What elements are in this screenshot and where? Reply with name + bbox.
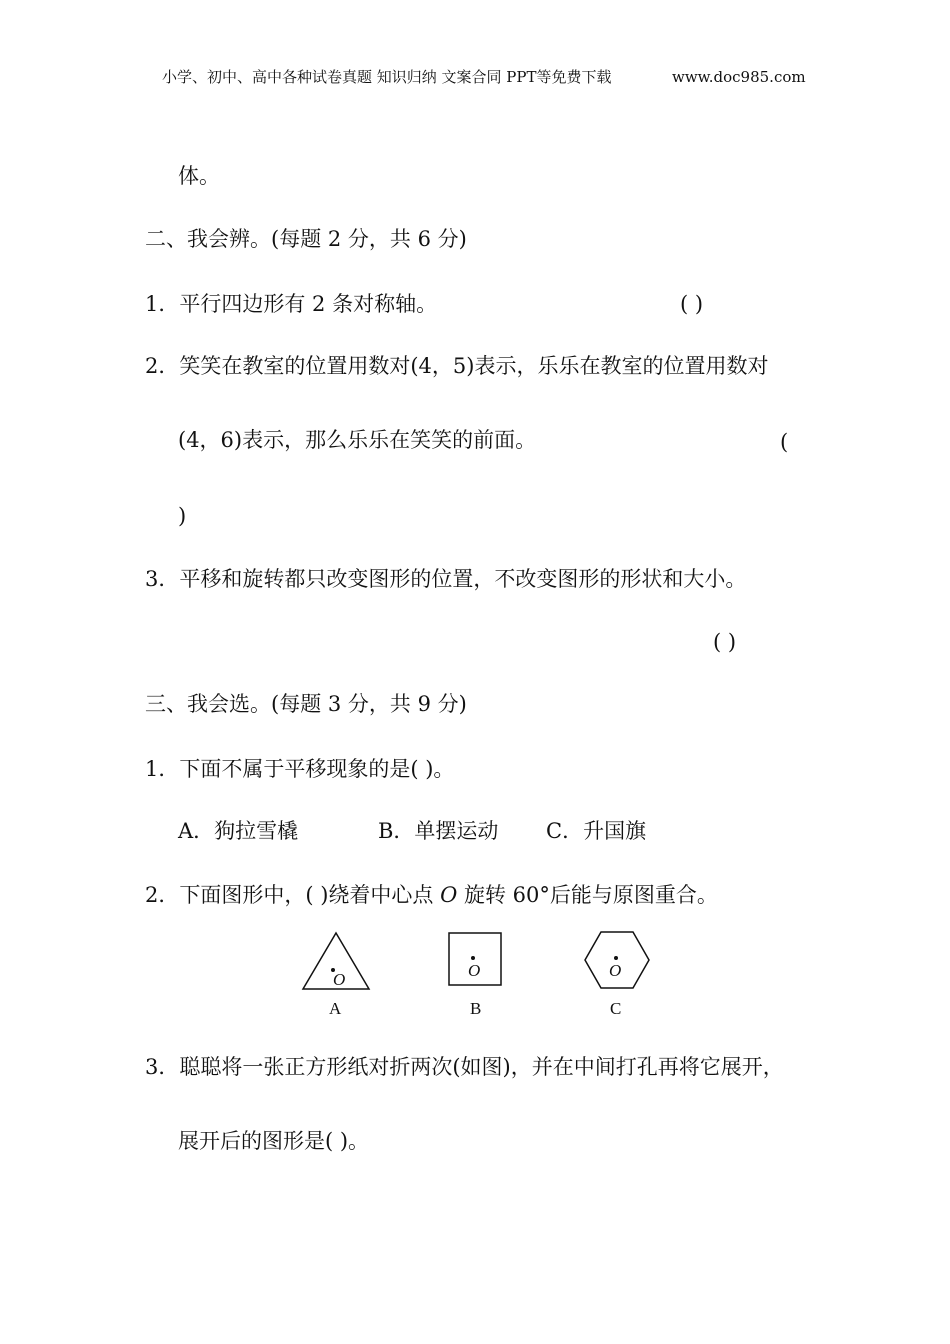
hexagon-center-label: O	[609, 961, 622, 980]
page-header	[162, 70, 612, 85]
s2-question-2-paren-open[interactable]: (	[780, 430, 789, 454]
square-center-label: O	[468, 961, 481, 980]
s3-question-3-line-2: 展开后的图形是( )。	[178, 1129, 370, 1153]
figure-a-label: A	[329, 999, 342, 1018]
s3-question-2	[145, 885, 718, 906]
s3-question-2-pre: 2．下面图形中，( )绕着中心点	[145, 883, 441, 907]
previous-question-tail: 体。	[178, 164, 220, 188]
s3-question-1: 1．下面不属于平移现象的是( )。	[145, 757, 455, 781]
center-point-label: O	[440, 883, 458, 907]
triangle-center-label: O	[333, 970, 346, 989]
s2-question-1-answer-paren[interactable]: ( )	[680, 292, 704, 316]
header-text: 小学、初中、高中各种试卷真题 知识归纳 文案合同 PPT等免费下载	[162, 68, 612, 86]
figure-c-label: C	[610, 999, 622, 1018]
figure-b-label: B	[470, 999, 482, 1018]
s2-question-1: 1．平行四边形有 2 条对称轴。	[145, 292, 438, 316]
hexagon-figure[interactable]	[583, 930, 651, 990]
s2-question-3-answer-paren[interactable]: ( )	[713, 630, 737, 654]
header-url: www.doc985.com	[672, 68, 806, 86]
section-2-title: 二、我会辨。(每题 2 分，共 6 分)	[145, 227, 467, 251]
s2-question-2-paren-close[interactable]: )	[178, 504, 187, 528]
s2-question-3: 3．平移和旋转都只改变图形的位置，不改变图形的形状和大小。	[145, 567, 747, 591]
section-3-title: 三、我会选。(每题 3 分，共 9 分)	[145, 692, 467, 716]
s3-question-2-post: 旋转 60°后能与原图重合。	[457, 883, 718, 907]
s2-question-2-line-1: 2．笑笑在教室的位置用数对(4，5)表示，乐乐在教室的位置用数对	[145, 354, 769, 378]
s3-question-3-line-1: 3．聪聪将一张正方形纸对折两次(如图)，并在中间打孔再将它展开，	[145, 1055, 784, 1079]
s3-question-1-option-b[interactable]: B．单摆运动	[378, 819, 499, 843]
s3-question-1-option-a[interactable]: A．狗拉雪橇	[178, 819, 299, 843]
s2-question-2-line-2: (4，6)表示，那么乐乐在笑笑的前面。	[178, 428, 537, 452]
s3-question-1-option-c[interactable]: C．升国旗	[546, 819, 647, 843]
